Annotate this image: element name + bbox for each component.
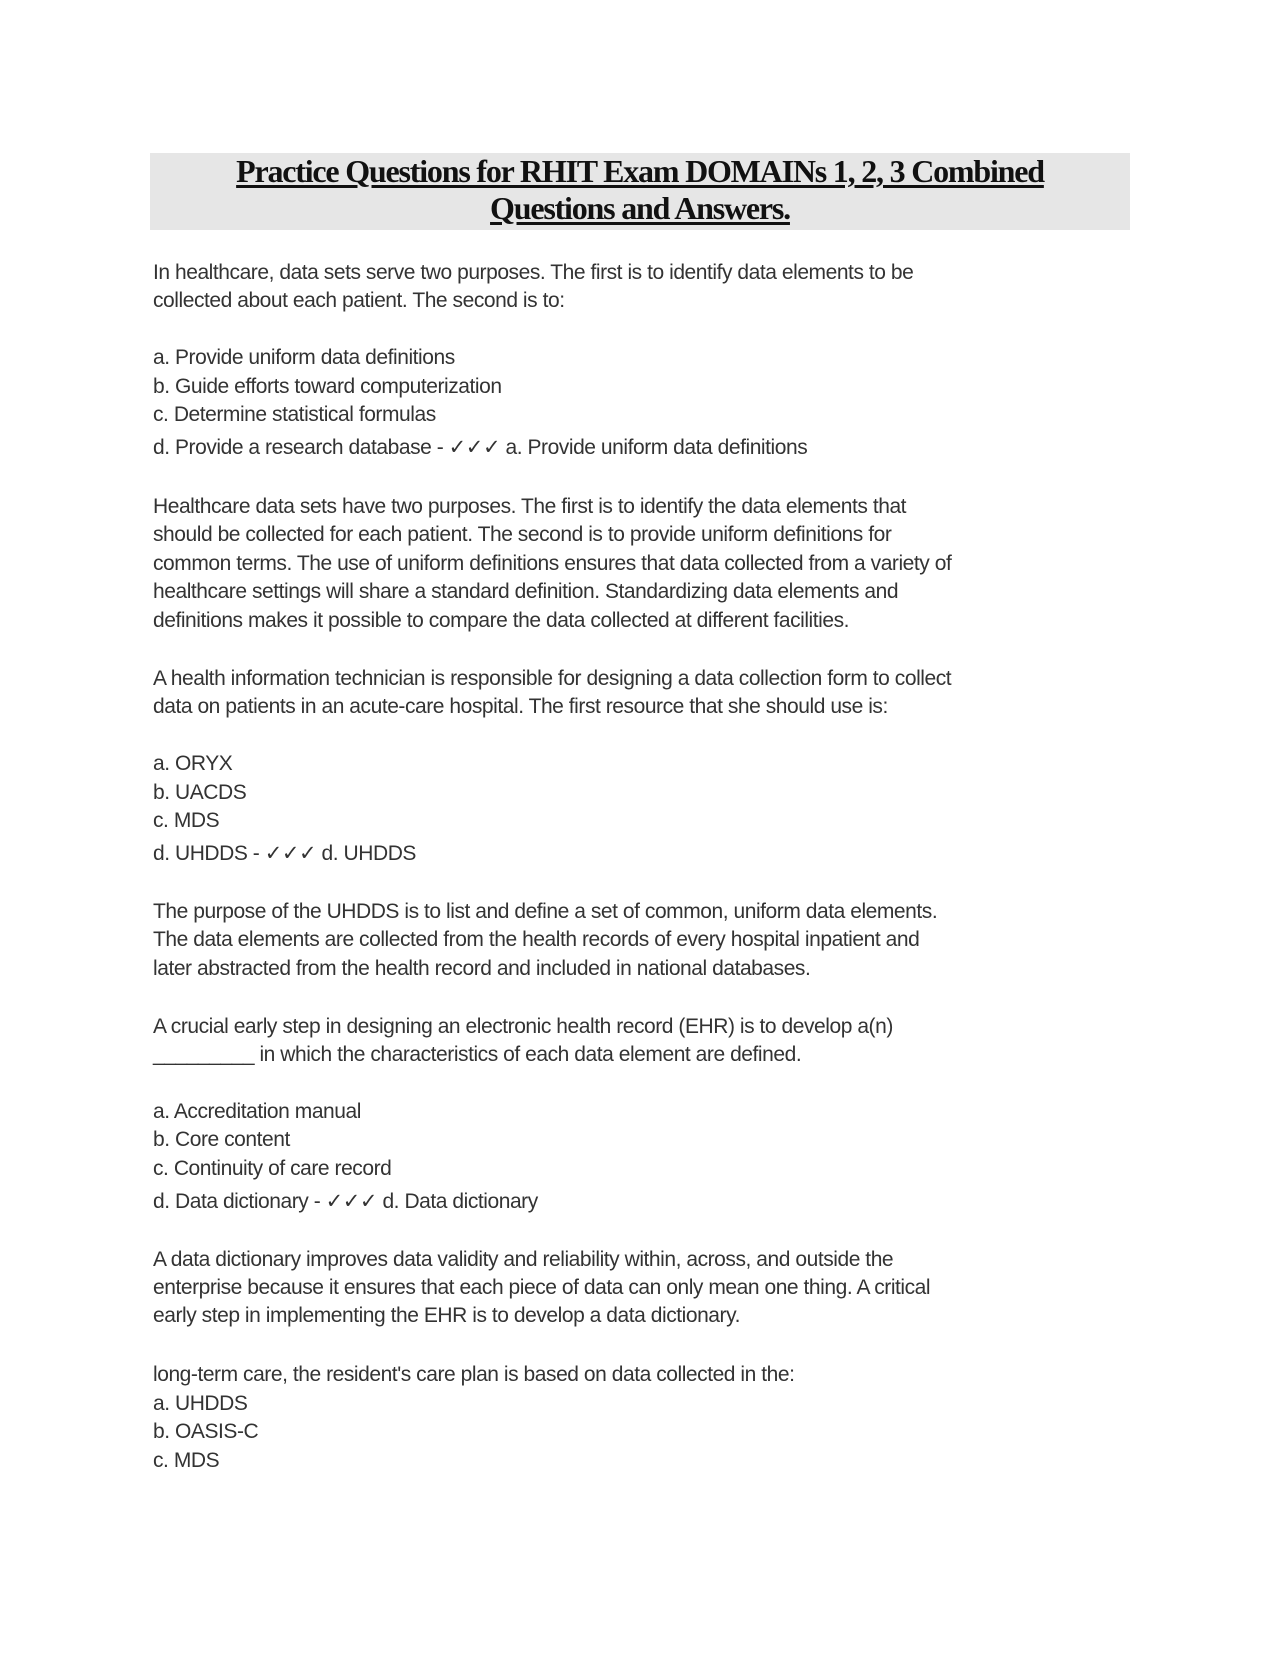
text-line: healthcare settings will share a standard definition. Standardizing data elements and [153, 580, 899, 603]
text-line: b. Guide efforts toward computerization [153, 375, 502, 398]
text-line: c. Determine statistical formulas [153, 403, 436, 426]
text-line: b. OASIS-C [153, 1420, 259, 1443]
text-line: early step in implementing the EHR is to develop a data dictionary. [153, 1304, 740, 1327]
text-line: d. Data dictionary - ✓✓✓ d. Data dictionary [153, 1190, 538, 1213]
text-line: _________ in which the characteristics of each data element are defined. [153, 1043, 802, 1066]
text-line: Healthcare data sets have two purposes. The first is to identify the data elements that [153, 495, 907, 518]
text-line: A crucial early step in designing an electronic health record (EHR) is to develop a(n) [153, 1015, 893, 1038]
text-line: a. UHDDS [153, 1392, 248, 1415]
text-line: The data elements are collected from the health records of every hospital inpatient and [153, 928, 920, 951]
text-line: a. ORYX [153, 752, 233, 775]
document-title [150, 153, 1130, 230]
text-line: enterprise because it ensures that each piece of data can only mean one thing. A critical [153, 1276, 931, 1299]
title-line-1: Practice Questions for RHIT Exam DOMAINs 1, 2, 3 Combined [236, 153, 1044, 189]
text-line: collected about each patient. The second is to: [153, 289, 565, 312]
text-line: d. Provide a research database - ✓✓✓ a. Provide uniform data definitions [153, 436, 808, 459]
text-line: c. MDS [153, 809, 220, 832]
text-line: c. MDS [153, 1449, 220, 1472]
text-line: A data dictionary improves data validity and reliability within, across, and outside the [153, 1248, 894, 1271]
text-line: definitions makes it possible to compare the data collected at different facilities. [153, 609, 850, 632]
text-line: a. Accreditation manual [153, 1100, 361, 1123]
text-line: long-term care, the resident's care plan is based on data collected in the: [153, 1363, 795, 1386]
text-line: The purpose of the UHDDS is to list and define a set of common, uniform data elements. [153, 900, 938, 923]
text-line: A health information technician is responsible for designing a data collection form to collect [153, 667, 952, 690]
text-line: In healthcare, data sets serve two purposes. The first is to identify data elements to be [153, 261, 914, 284]
text-line: a. Provide uniform data definitions [153, 346, 455, 369]
text-line: data on patients in an acute-care hospital. The first resource that she should use is: [153, 695, 888, 718]
text-line: common terms. The use of uniform definitions ensures that data collected from a variety of [153, 552, 952, 575]
text-line: b. UACDS [153, 781, 247, 804]
text-line: b. Core content [153, 1128, 290, 1151]
text-line: c. Continuity of care record [153, 1157, 392, 1180]
text-line: should be collected for each patient. The second is to provide uniform definitions for [153, 523, 892, 546]
text-line: d. UHDDS - ✓✓✓ d. UHDDS [153, 842, 416, 865]
title-line-2: Questions and Answers. [490, 190, 790, 226]
text-line: later abstracted from the health record and included in national databases. [153, 957, 811, 980]
